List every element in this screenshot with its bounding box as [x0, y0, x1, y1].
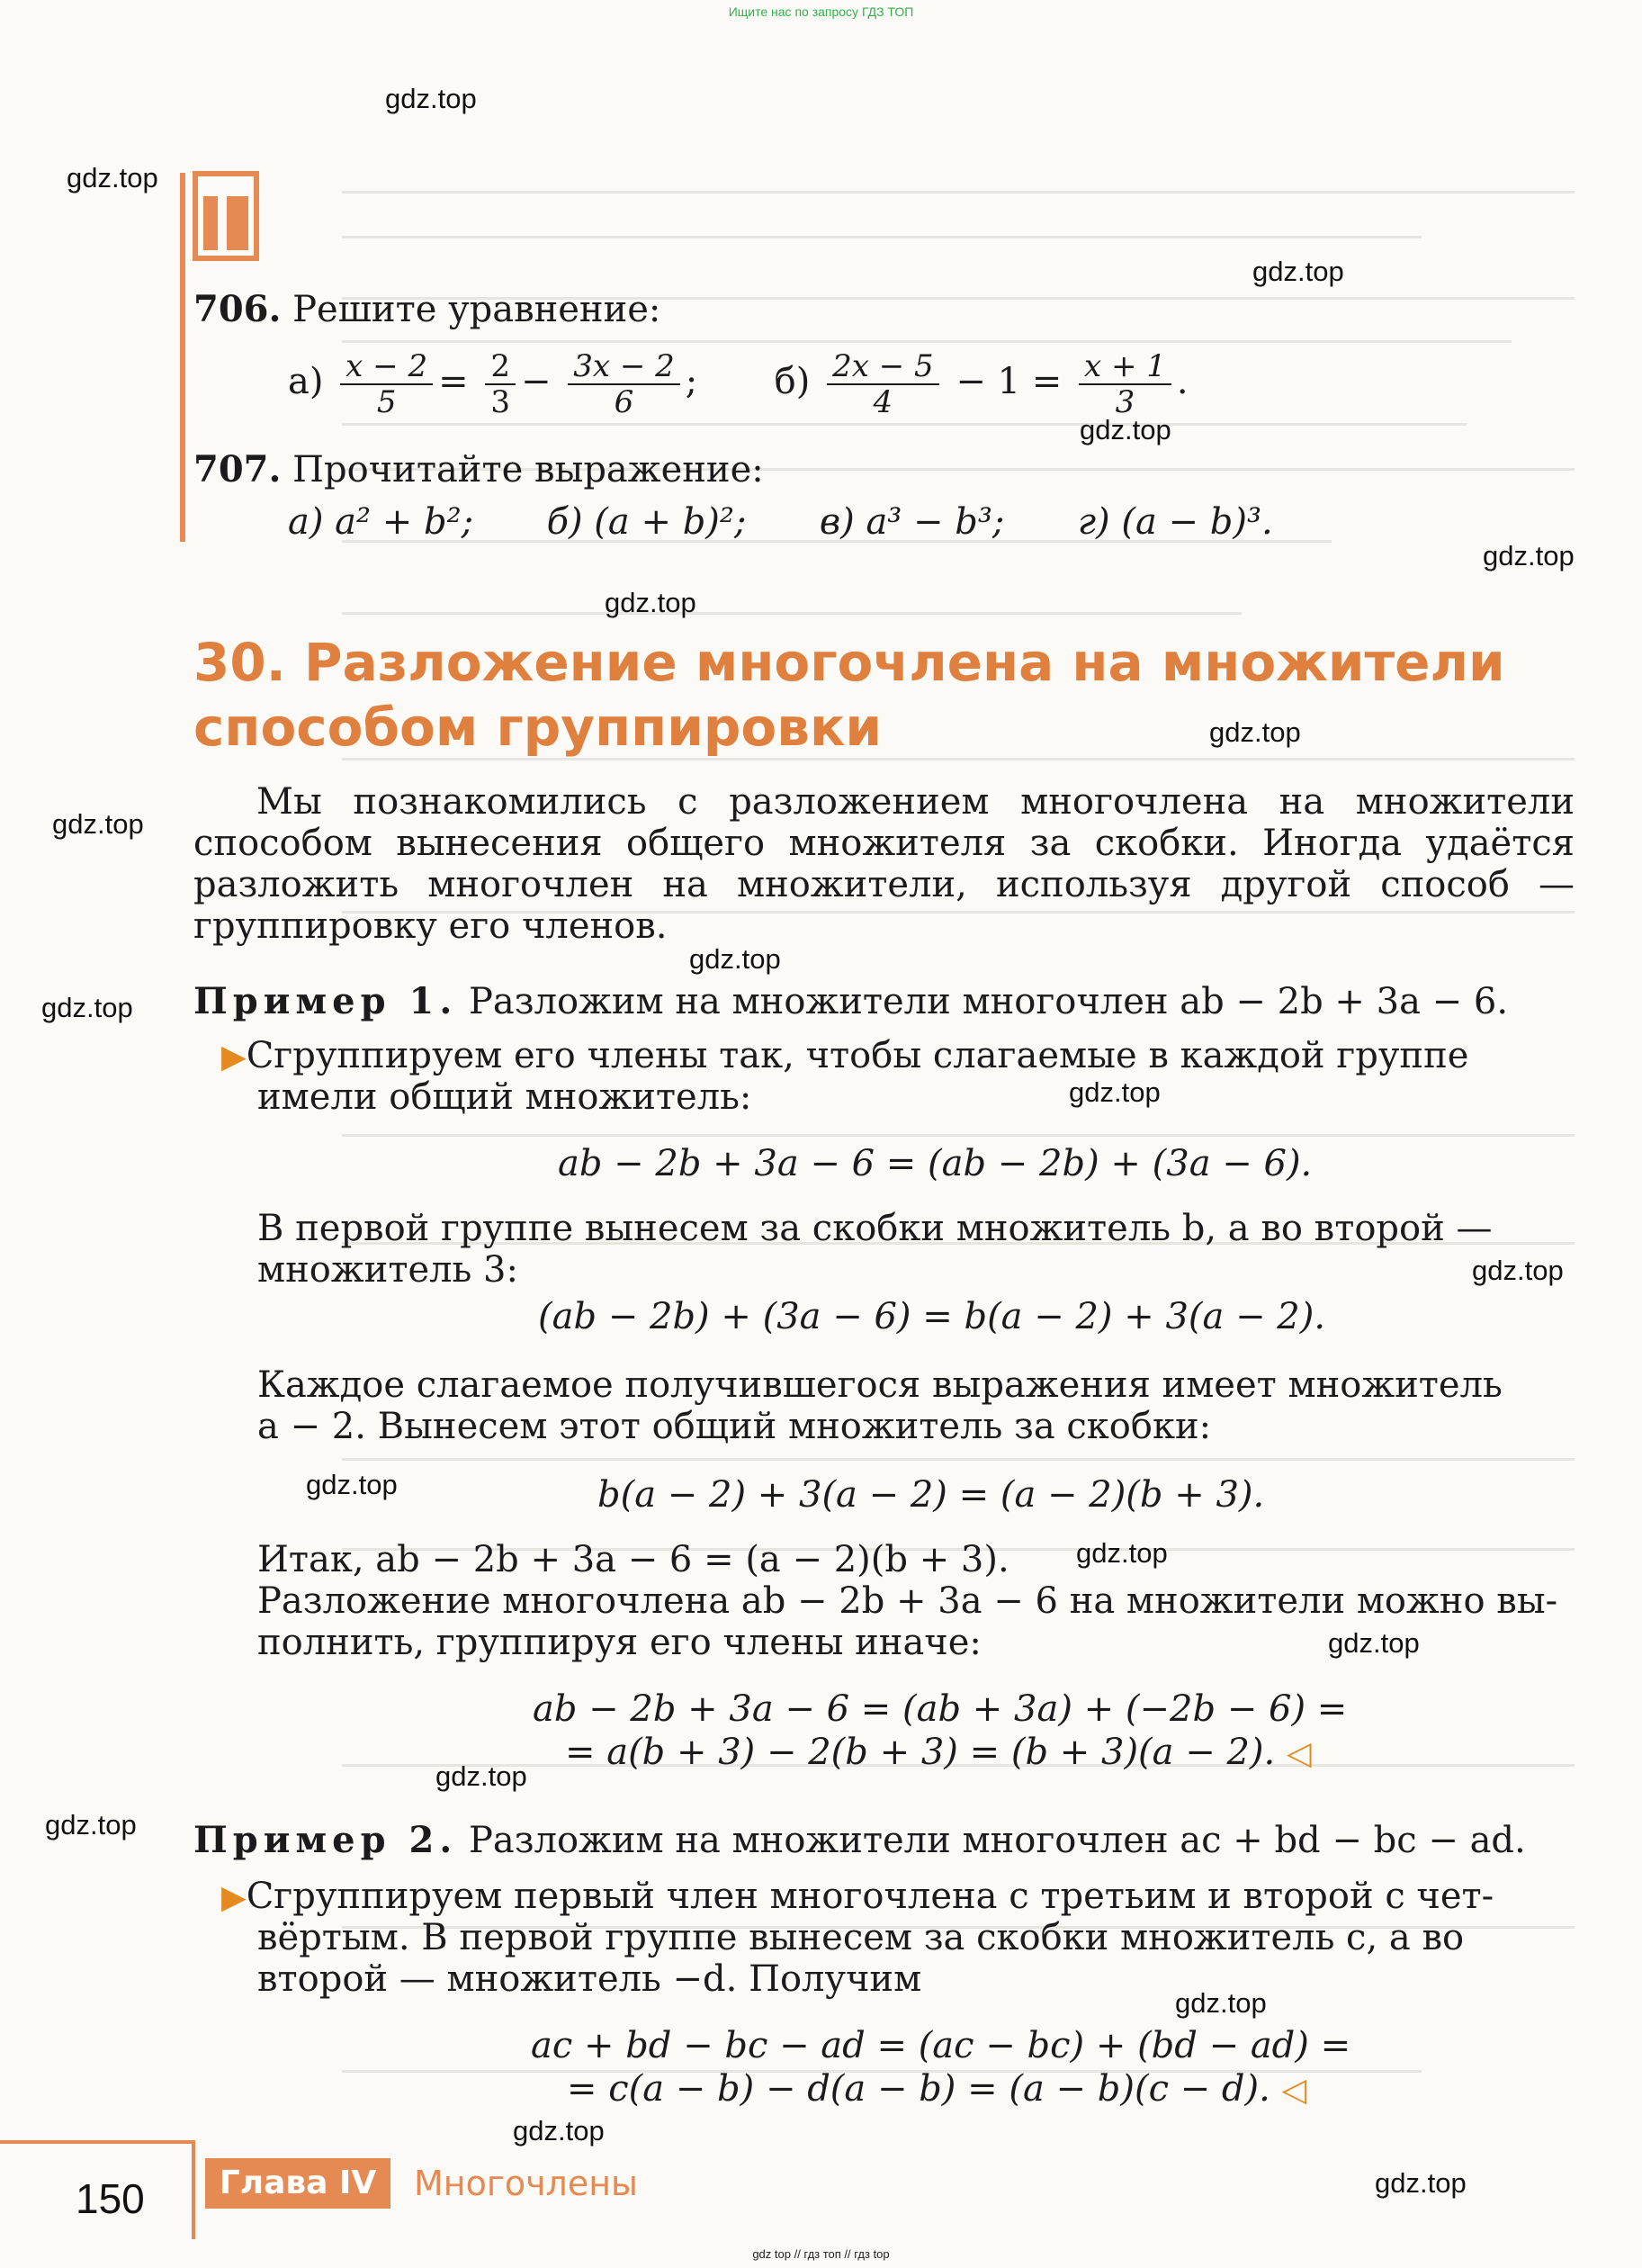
- watermark: gdz.top: [1483, 540, 1575, 572]
- example-1-step-2: В первой группе вынесем за скобки множитель b, а во второй —: [257, 1208, 1493, 1249]
- example-1-step-3-cont: a − 2. Вынесем этот общий множитель за скобки:: [257, 1406, 1212, 1447]
- exercise-706-equations: а) $\frac{x - 2}{5}$ = $\frac{2}{3}$ − $\frac{3x - 2}{6}$ ; б) $\frac{2x - 5}{4}$ − 1 = $\frac{x + 1}{3}$ .: [288, 348, 1189, 420]
- watermark: gdz.top: [1375, 2167, 1467, 2199]
- page-number: 150: [76, 2175, 145, 2222]
- chapter-name: Многочлены: [414, 2164, 639, 2203]
- exercise-number: 706.: [193, 288, 282, 330]
- watermark: gdz.top: [689, 943, 781, 975]
- exercise-707-heading: [193, 448, 764, 491]
- example-1-result: Итак, ab − 2b + 3a − 6 = (a − 2)(b + 3).: [257, 1539, 1009, 1580]
- solution-start-icon: ▶: [221, 1039, 247, 1076]
- exercise-text: Решите уравнение:: [292, 289, 661, 330]
- example-task: Разложим на множители многочлен ac + bd − bc − ad.: [468, 1820, 1526, 1861]
- expression: а) a² + b²;: [288, 501, 474, 543]
- part-label: а): [288, 361, 324, 402]
- watermark: gdz.top: [385, 83, 477, 114]
- example-1-formula-3: b(a − 2) + 3(a − 2) = (a − 2)(b + 3).: [597, 1474, 1265, 1516]
- watermark: gdz.top: [67, 162, 158, 194]
- example-1-alt-cont: полнить, группируя его члены иначе:: [257, 1622, 982, 1663]
- watermark: gdz.top: [435, 1760, 527, 1792]
- section-title: [193, 630, 1505, 760]
- watermark: gdz.top: [41, 992, 133, 1023]
- footer-divider: [192, 2140, 195, 2239]
- exercise-707-expressions: [288, 500, 1273, 544]
- exercise-marker-icon-part: [227, 196, 248, 250]
- watermark: gdz.top: [1080, 414, 1171, 446]
- example-2-step-1: ▶Сгруппируем первый член многочлена с третьим и второй с чет-: [221, 1876, 1494, 1917]
- exercise-706-heading: [193, 288, 660, 331]
- part-label: б): [774, 361, 811, 402]
- solution-start-icon: ▶: [221, 1879, 247, 1916]
- equation-middle: − 1 =: [956, 361, 1063, 402]
- exercise-marker-icon-part: [203, 196, 218, 250]
- example-2-formula-2: = c(a − b) − d(a − b) = (a − b)(c − d). ◁: [567, 2068, 1307, 2110]
- example-1-step-1-cont: имели общий множитель:: [257, 1076, 752, 1118]
- example-2-step-1-cont: вёртым. В первой группе вынесем за скобки множитель c, а во: [257, 1917, 1465, 1958]
- example-2-heading: [193, 1820, 1526, 1861]
- intro-text: Мы познакомились с разложением многочлена на множители способом вынесения общего множителя за скобки. Иногда удаётся разложить многочлен на множители, используя другой способ — группировку его членов.: [193, 781, 1575, 947]
- expression: г) (a − b)³.: [1077, 501, 1273, 543]
- fraction: $\frac{x + 1}{3}$: [1079, 349, 1171, 419]
- watermark: gdz.top: [1252, 256, 1344, 287]
- intro-paragraph: [193, 781, 1575, 947]
- section-title-line: 30. Разложение многочлена на множители: [193, 632, 1505, 693]
- watermark: gdz.top: [1209, 716, 1301, 748]
- watermark: gdz.top: [605, 587, 696, 618]
- example-1-step-2-cont: множитель 3:: [257, 1249, 518, 1291]
- watermark: gdz.top: [45, 1809, 137, 1840]
- example-2-formula-1: ac + bd − bc − ad = (ac − bc) + (bd − ad) =: [531, 2025, 1351, 2066]
- example-2-step-1-cont: второй — множитель −d. Получим: [257, 1958, 922, 2000]
- example-label: Пример 2.: [193, 1819, 458, 1861]
- section-title-line: способом группировки: [193, 697, 882, 758]
- expression: в) a³ − b³;: [819, 501, 1005, 543]
- fraction: $\frac{2x - 5}{4}$: [827, 349, 939, 419]
- example-1-formula-4: ab − 2b + 3a − 6 = (ab + 3a) + (−2b − 6) =: [533, 1688, 1348, 1730]
- bottom-note: gdz top // гдз топ // гдз top: [752, 2247, 890, 2261]
- expression: б) (a + b)²;: [546, 501, 747, 543]
- watermark: gdz.top: [1175, 1987, 1267, 2019]
- top-note: Ищите нас по запросу ГДЗ ТОП: [728, 4, 914, 19]
- example-1-formula-2: (ab − 2b) + (3a − 6) = b(a − 2) + 3(a − 2).: [538, 1296, 1326, 1337]
- watermark: gdz.top: [513, 2115, 605, 2146]
- example-1-formula-5: = a(b + 3) − 2(b + 3) = (b + 3)(a − 2). ◁: [565, 1732, 1312, 1773]
- example-1-formula-1: ab − 2b + 3a − 6 = (ab − 2b) + (3a − 6).: [558, 1143, 1313, 1184]
- watermark: gdz.top: [1472, 1255, 1564, 1286]
- solution-end-icon: ◁: [1281, 2072, 1307, 2109]
- watermark: gdz.top: [52, 808, 144, 840]
- example-task: Разложим на множители многочлен ab − 2b + 3a − 6.: [468, 981, 1509, 1022]
- watermark: gdz.top: [1328, 1627, 1420, 1659]
- exercise-text: Прочитайте выражение:: [292, 449, 764, 490]
- watermark: gdz.top: [1076, 1537, 1168, 1569]
- exercise-number: 707.: [193, 448, 282, 490]
- example-1-step-3: Каждое слагаемое получившегося выражения имеет множитель: [257, 1364, 1503, 1406]
- example-1-heading: [193, 981, 1508, 1022]
- watermark: gdz.top: [1069, 1076, 1161, 1108]
- example-label: Пример 1.: [193, 980, 458, 1022]
- example-1-step-1: ▶Сгруппируем его члены так, чтобы слагаемые в каждой группе: [221, 1035, 1469, 1076]
- exercise-margin-bar: [180, 173, 185, 542]
- solution-end-icon: ◁: [1286, 1735, 1312, 1772]
- fraction: $\frac{2}{3}$: [485, 349, 516, 419]
- example-1-alt: Разложение многочлена ab − 2b + 3a − 6 на множители можно вы-: [257, 1580, 1558, 1622]
- fraction: $\frac{x - 2}{5}$: [340, 349, 433, 419]
- footer-divider: [0, 2140, 193, 2144]
- fraction: $\frac{3x - 2}{6}$: [568, 349, 680, 419]
- watermark: gdz.top: [306, 1469, 398, 1500]
- chapter-label: Глава IV: [205, 2158, 390, 2209]
